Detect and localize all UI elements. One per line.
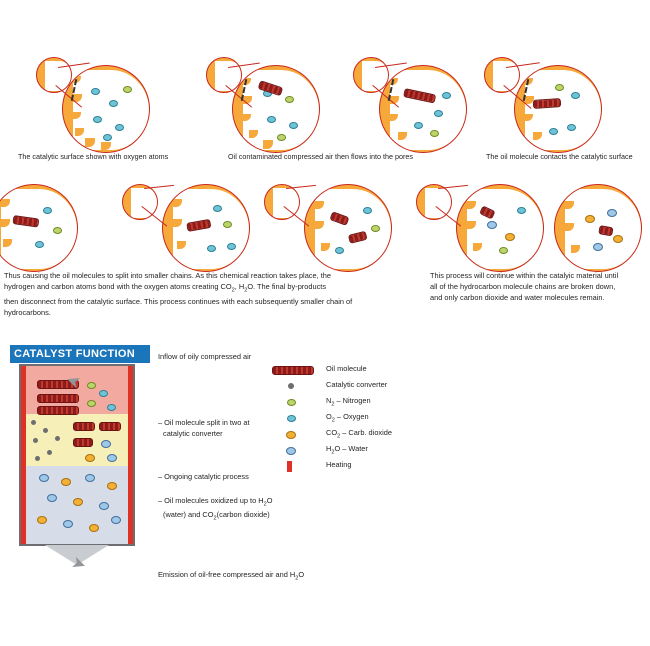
nitrogen-atom — [555, 84, 564, 91]
label-inflow: Inflow of oily compressed air — [158, 352, 252, 361]
panel-3 — [335, 55, 475, 150]
oil-molecule — [37, 394, 79, 403]
oil-chain-icon — [272, 365, 318, 375]
carbon-dioxide-molecule — [61, 478, 71, 486]
pore-inner — [173, 189, 249, 269]
legend-o-name: – Oxygen — [334, 412, 369, 421]
oxygen-atom — [434, 110, 443, 117]
legend-label-h2o — [326, 444, 368, 455]
emission-text-a: Emission of oil-free compressed air and H — [158, 570, 296, 579]
nitrogen-atom — [430, 130, 439, 137]
carbon-dioxide-molecule — [73, 498, 83, 506]
outflow-arrow: ➤ — [69, 552, 90, 575]
emission-text-b: O — [298, 570, 305, 579]
water-molecule — [107, 454, 117, 462]
legend-co2-sym: CO — [326, 428, 338, 437]
oxygen-atom — [289, 122, 298, 129]
catalytic-converter-dot — [31, 420, 36, 425]
water-molecule — [85, 474, 95, 482]
sub-2: 2 — [295, 575, 299, 582]
catalytic-converter-dot — [35, 456, 40, 461]
carbon-dioxide-molecule — [613, 235, 623, 243]
pore-closeup — [456, 184, 544, 272]
nitrogen-atom — [499, 247, 508, 254]
pore-inner — [1, 189, 77, 269]
sub-2: 2 — [263, 501, 267, 508]
heating-element — [21, 366, 26, 414]
oxygen-atom — [107, 404, 116, 411]
legend-item-oil — [272, 362, 462, 378]
legend-label-oxygen — [326, 412, 369, 423]
carbon-dioxide-molecule — [85, 454, 95, 462]
sub-2: 2 — [331, 401, 335, 408]
heating-element — [21, 414, 26, 466]
oxygen-atom — [414, 122, 423, 129]
oxidized-text-a: – Oil molecules oxidized up to H — [158, 496, 264, 505]
oxygen-atom — [99, 390, 108, 397]
oxygen-atom — [567, 124, 576, 131]
pore-closeup — [162, 184, 250, 272]
text-line-r1: This process will continue within the catalyic material until — [430, 271, 619, 280]
legend-item-oxygen — [272, 410, 462, 426]
label-oxidized-line2 — [163, 510, 328, 524]
oxygen-atom — [363, 207, 372, 214]
oxygen-atom — [549, 128, 558, 135]
catalytic-converter-dot — [43, 428, 48, 433]
nitrogen-atom — [371, 225, 380, 232]
explanatory-text-left — [4, 270, 404, 318]
inflow-arrow: ➤ — [63, 370, 84, 393]
carbon-dioxide-molecule — [37, 516, 47, 524]
oxygen-atom — [91, 88, 100, 95]
oxygen-atom — [335, 247, 344, 254]
oxygen-atom — [227, 243, 236, 250]
nitrogen-atom — [53, 227, 62, 234]
sub-2: 2 — [331, 417, 335, 424]
water-molecule — [47, 494, 57, 502]
panel-6 — [118, 178, 268, 268]
label-emission — [158, 570, 358, 584]
water-molecule — [99, 502, 109, 510]
pore-inner — [467, 189, 543, 269]
carbon-dioxide-molecule — [505, 233, 515, 241]
legend-label-converter: Catalytic converter — [326, 380, 388, 389]
legend-co2-name: – Carb. dioxide — [340, 428, 392, 437]
pore-cutaway-wedge — [131, 188, 158, 218]
oil-molecule — [73, 422, 95, 431]
sub-2: 2 — [331, 449, 335, 456]
text-line-r3: and only carbon dioxide and water molecules remain. — [430, 293, 605, 302]
panel-4-caption: The oil molecule contacts the catalytic surface — [486, 152, 633, 161]
oxygen-icon — [272, 413, 318, 423]
nitrogen-atom — [285, 96, 294, 103]
heating-element — [128, 466, 133, 544]
panel-7 — [258, 178, 408, 268]
text-line-4: hydrocarbons. — [4, 308, 51, 318]
water-molecule — [63, 520, 73, 528]
oxygen-atom — [109, 100, 118, 107]
panel-1 — [18, 55, 158, 150]
oxygen-atom — [571, 92, 580, 99]
sub-2: 2 — [231, 287, 235, 294]
oil-molecule — [37, 406, 79, 415]
label-split-line1: – Oil molecule split in two at — [158, 418, 250, 427]
label-split-line2: catalytic converter — [163, 428, 223, 438]
water-molecule — [39, 474, 49, 482]
oxygen-atom — [442, 92, 451, 99]
legend — [272, 362, 462, 474]
oxygen-atom — [267, 116, 276, 123]
label-oxidized — [158, 496, 328, 524]
catalytic-converter-icon — [272, 381, 318, 391]
nitrogen-icon — [272, 397, 318, 407]
oxidized-text-c: (water) and CO — [163, 509, 214, 519]
legend-o-sym: O — [326, 412, 332, 421]
panel-1-caption: The catalytic surface shown with oxygen atoms — [18, 152, 169, 161]
oxygen-atom — [213, 205, 222, 212]
text-line-2 — [4, 281, 404, 296]
panel-9 — [540, 178, 650, 268]
oxidized-text-d: (carbon dioxide) — [216, 509, 270, 519]
carbon-dioxide-icon — [272, 429, 318, 439]
water-icon — [272, 445, 318, 455]
nitrogen-atom — [87, 382, 96, 389]
catalyst-function-diagram — [10, 345, 150, 575]
label-oxidized-line1 — [158, 496, 328, 510]
heating-element — [128, 366, 133, 414]
pore-cutaway-wedge — [425, 188, 452, 218]
label-ongoing: – Ongoing catalytic process — [158, 472, 249, 481]
water-molecule — [101, 440, 111, 448]
legend-label-oil: Oil molecule — [326, 364, 367, 373]
legend-label-heating: Heating — [326, 460, 352, 469]
text-line-2a: hydrogen and carbon atoms bond with the oxygen atoms creating CO — [4, 282, 232, 291]
heating-icon — [272, 461, 318, 471]
pore-cutaway-wedge — [273, 188, 300, 218]
legend-item-nitrogen — [272, 394, 462, 410]
nitrogen-atom — [123, 86, 132, 93]
sub-2: 2 — [337, 433, 341, 440]
text-line-1: Thus causing the oil molecules to split into smaller chains. As this chemical reaction takes place, the — [4, 271, 331, 280]
text-line-2b: , H — [234, 282, 245, 291]
panel-4 — [470, 55, 620, 150]
oil-molecule — [73, 438, 93, 447]
legend-label-nitrogen — [326, 396, 371, 407]
legend-h2o-name: O – Water — [334, 444, 368, 453]
pore-closeup — [554, 184, 642, 272]
water-molecule — [487, 221, 497, 229]
heating-element — [21, 466, 26, 544]
legend-n-name: – Nitrogen — [334, 396, 371, 405]
water-molecule — [607, 209, 617, 217]
water-molecule — [593, 243, 603, 251]
text-line-3: then disconnect from the catalytic surface. This process continues with each subsequently smaller chain of — [4, 297, 353, 307]
catalytic-converter-dot — [47, 450, 52, 455]
pore-closeup — [0, 184, 78, 272]
legend-label-co2 — [326, 428, 392, 439]
catalyst-title: CATALYST FUNCTION — [10, 345, 150, 363]
pore-cutaway-small — [484, 57, 520, 93]
carbon-dioxide-molecule — [107, 482, 117, 490]
legend-n-sym: N — [326, 396, 332, 405]
legend-item-converter — [272, 378, 462, 394]
panel-2-caption: Oil contaminated compressed air then flows into the pores — [228, 152, 413, 161]
carbon-dioxide-molecule — [89, 524, 99, 532]
sub-2: 2 — [213, 515, 217, 522]
explanatory-text-right — [430, 270, 650, 303]
legend-item-co2 — [272, 426, 462, 442]
text-line-2c: O. The final by-products — [247, 282, 327, 291]
oxygen-atom — [35, 241, 44, 248]
oxygen-atom — [517, 207, 526, 214]
legend-h2o-sym: H — [326, 444, 332, 453]
legend-item-heating — [272, 458, 462, 474]
legend-item-h2o — [272, 442, 462, 458]
catalytic-converter-dot — [55, 436, 60, 441]
heating-element — [128, 414, 133, 466]
oxygen-atom — [93, 116, 102, 123]
sub-2: 2 — [244, 287, 248, 294]
oil-molecule — [99, 422, 121, 431]
carbon-dioxide-molecule — [585, 215, 595, 223]
nitrogen-atom — [87, 400, 96, 407]
oxygen-atom — [207, 245, 216, 252]
oxygen-atom — [115, 124, 124, 131]
oxygen-atom — [103, 134, 112, 141]
nitrogen-atom — [277, 134, 286, 141]
water-molecule — [111, 516, 121, 524]
text-line-r2: all of the hydrocarbon molecule chains are broken down, — [430, 282, 616, 291]
nitrogen-atom — [223, 221, 232, 228]
panel-2 — [188, 55, 328, 150]
panel-5 — [6, 178, 136, 268]
oxidized-text-b: O — [266, 496, 273, 505]
oxygen-atom — [43, 207, 52, 214]
pore-closeup — [304, 184, 392, 272]
catalytic-converter-dot — [33, 438, 38, 443]
